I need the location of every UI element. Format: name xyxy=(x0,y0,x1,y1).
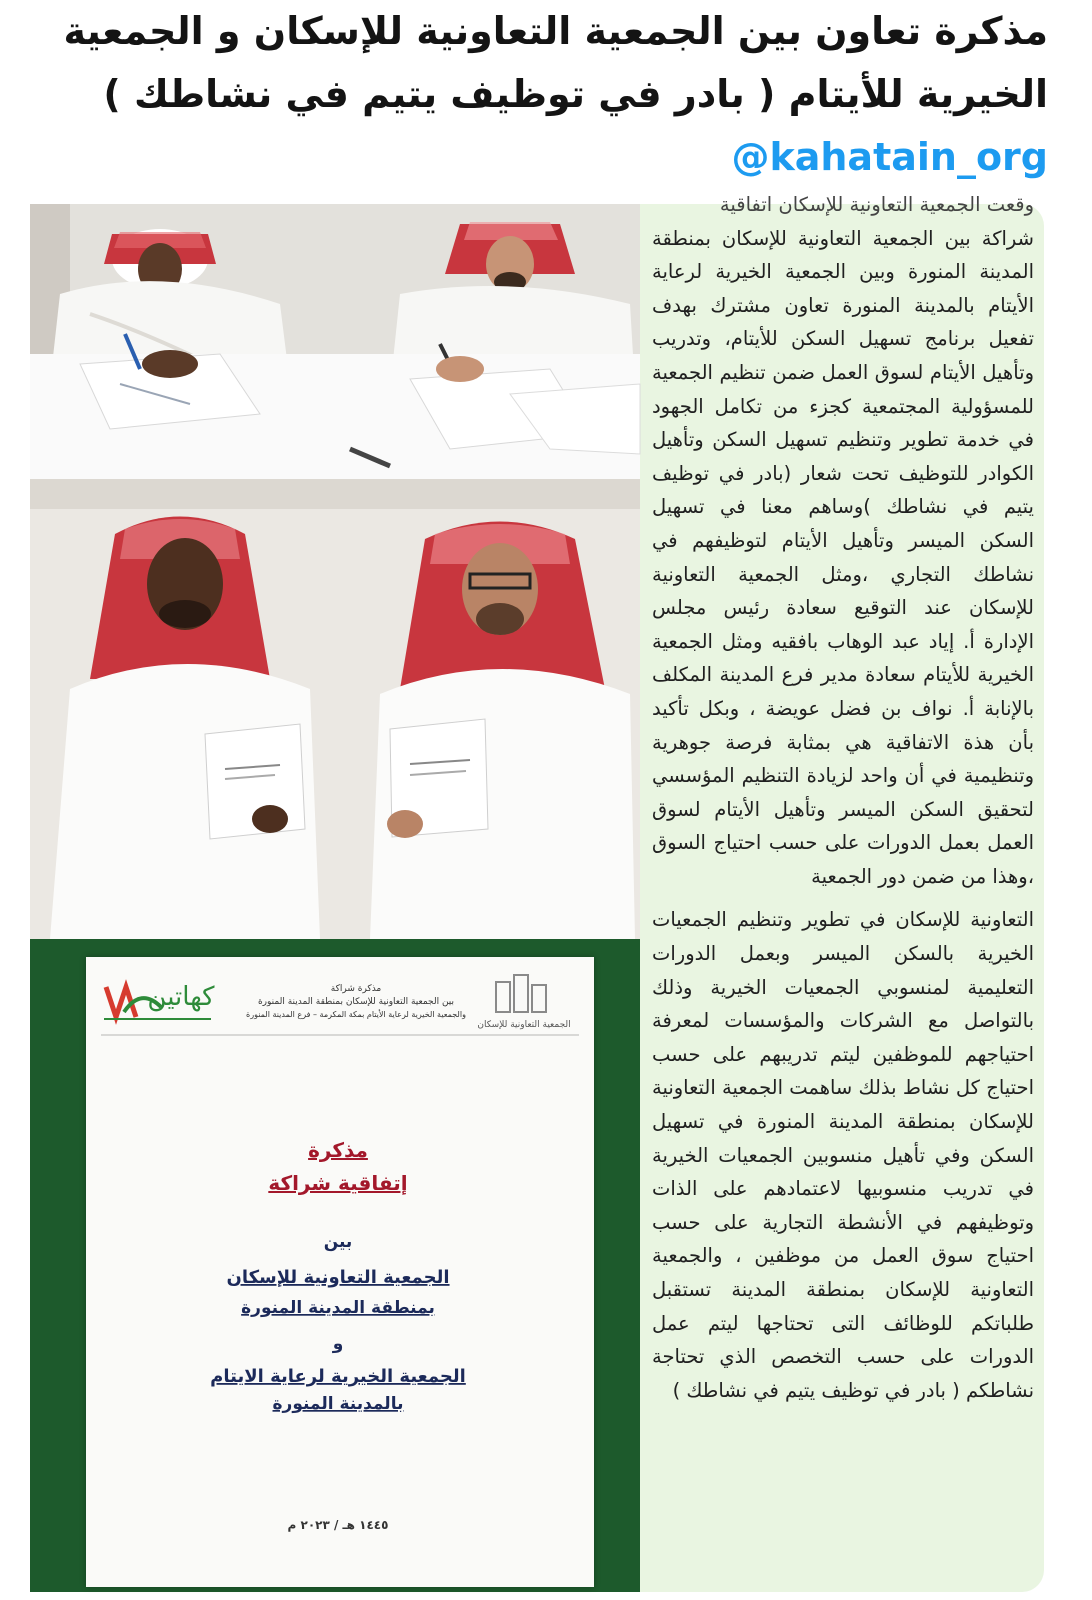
agreement-document-page xyxy=(86,957,594,1587)
signing-photo-illustration xyxy=(30,204,640,479)
holding-documents-illustration xyxy=(30,479,640,939)
kahatain-logo xyxy=(104,982,215,1019)
article-paragraph-2: التعاونية للإسكان في تطوير وتنظيم الجمعيات الخيرية بالسكن الميسر وبعمل الدورات التعليمية لمنسوبي الجمعيات الخيرية وذلك بالتواصل مع الشركات والمؤسسات لمعرفة احتياجهم للموظفين ليتم تدريبهم على حسب احتياج كل نشاط بذلك ساهمت الجمعية التعاونية للإسكان بمنطقة المدينة المنورة في تسهيل السكن وفي تأهيل منسوبين الجمعيات الخيرية في تدريب منسوبيها لاعتمادهم على الذات وتوظيفهم في الأنشطة التجارية على حسب احتياج سوق العمل من موظفين ، والجمعية التعاونية للإسكان بمنطقة المدينة تستقبل طلباتكم للوظائف التى تحتاجها ليتم عمل الدورات على حسب التخصص الذي تحتاجة نشاطكم ( بادر في توظيف يتيم في نشاطك ) xyxy=(652,908,1034,1402)
doc-party1-line2: بمنطقة المدينة المنورة xyxy=(241,1298,435,1318)
post-title-text: مذكرة تعاون بين الجمعية التعاونية للإسكان و الجمعية الخيرية للأيتام ( بادر في توظيف يتيم في نشاطك ) xyxy=(63,9,1048,116)
housing-logo-text: الجمعية التعاونية للإسكان xyxy=(477,1020,571,1030)
mention-link[interactable]: @kahatain_org xyxy=(731,135,1048,179)
post-title xyxy=(40,0,1048,196)
signing-photo xyxy=(30,204,640,479)
article-top-partial-line: وقعت الجمعية التعاونية للإسكان اتفاقية xyxy=(719,193,1034,216)
doc-subheading: إتفاقية شراكة xyxy=(268,1171,408,1195)
article-paragraph-1: شراكة بين الجمعية التعاونية للإسكان بمنطقة المدينة المنورة وبين الجمعية الخيرية لرعاية الأيتام بالمدينة المنورة تعاون مشترك بهدف تفعيل برنامج تسهيل السكن للأيتام، وتدريب وتأهيل الأيتام لسوق العمل ضمن تنظيم الجمعية للمسؤولية المجتمعية كجزء من تكامل الجهود في خدمة تطوير وتنظيم تسهيل السكن وتأهيل الكوادر للتوظيف تحت شعار (بادر في توظيف يتيم في نشاطك )وساهم معنا في تسهيل السكن الميسر وتأهيل الأيتام لتوظيفهم في نشاطك التجاري ،ومثل الجمعية التعاونية للإسكان عند التوقيع سعادة رئيس مجلس الإدارة أ. إياد عبد الوهاب بافقيه ومثل الجمعية الخيرية للأيتام سعادة مدير فرع المدينة المكلف بالإنابة أ. نواف بن فضل عويضة ، وبكل تأكيد بأن هذة الاتفاقية هي بمثابة فرصة جوهرية وتنظيمية في أن واحد لزيادة التنظيم المؤسسي لتحقيق السكن الميسر وتأهيل الأيتام لسوق العمل بعمل الدورات على حسب احتياج السوق ،وهذا من ضمن دور الجمعية xyxy=(652,226,1034,888)
doc-date: ١٤٤٥ هـ / ٢٠٢٣ م xyxy=(287,1518,389,1532)
holding-documents-photo xyxy=(30,479,640,939)
doc-party2-line2: بالمدينة المنورة xyxy=(272,1394,404,1414)
post-image-card[interactable] xyxy=(30,193,1044,1592)
kahatain-logo-text: كهاتين xyxy=(147,982,215,1012)
housing-cooperative-logo xyxy=(477,975,570,1030)
doc-heading: مذكرة xyxy=(308,1138,368,1162)
article-text-column xyxy=(652,193,1034,1592)
doc-party1-line1: الجمعية التعاونية للإسكان xyxy=(226,1267,450,1288)
doc-conjunction: و xyxy=(332,1334,344,1354)
doc-party2-line1: الجمعية الخيرية لرعاية الايتام xyxy=(210,1366,466,1387)
doc-header-line-3: والجمعية الخيرية لرعاية الأيتام بمكة المكرمة – فرع المدينة المنورة xyxy=(246,1010,466,1019)
agreement-document-scan xyxy=(30,939,640,1592)
agreement-document-content xyxy=(86,957,594,1587)
doc-between: بين xyxy=(323,1232,353,1252)
doc-header-line-2: بين الجمعية التعاونية للإسكان بمنطقة المدينة المنورة xyxy=(257,997,455,1007)
doc-header-line-1: مذكرة شراكة xyxy=(330,984,382,994)
